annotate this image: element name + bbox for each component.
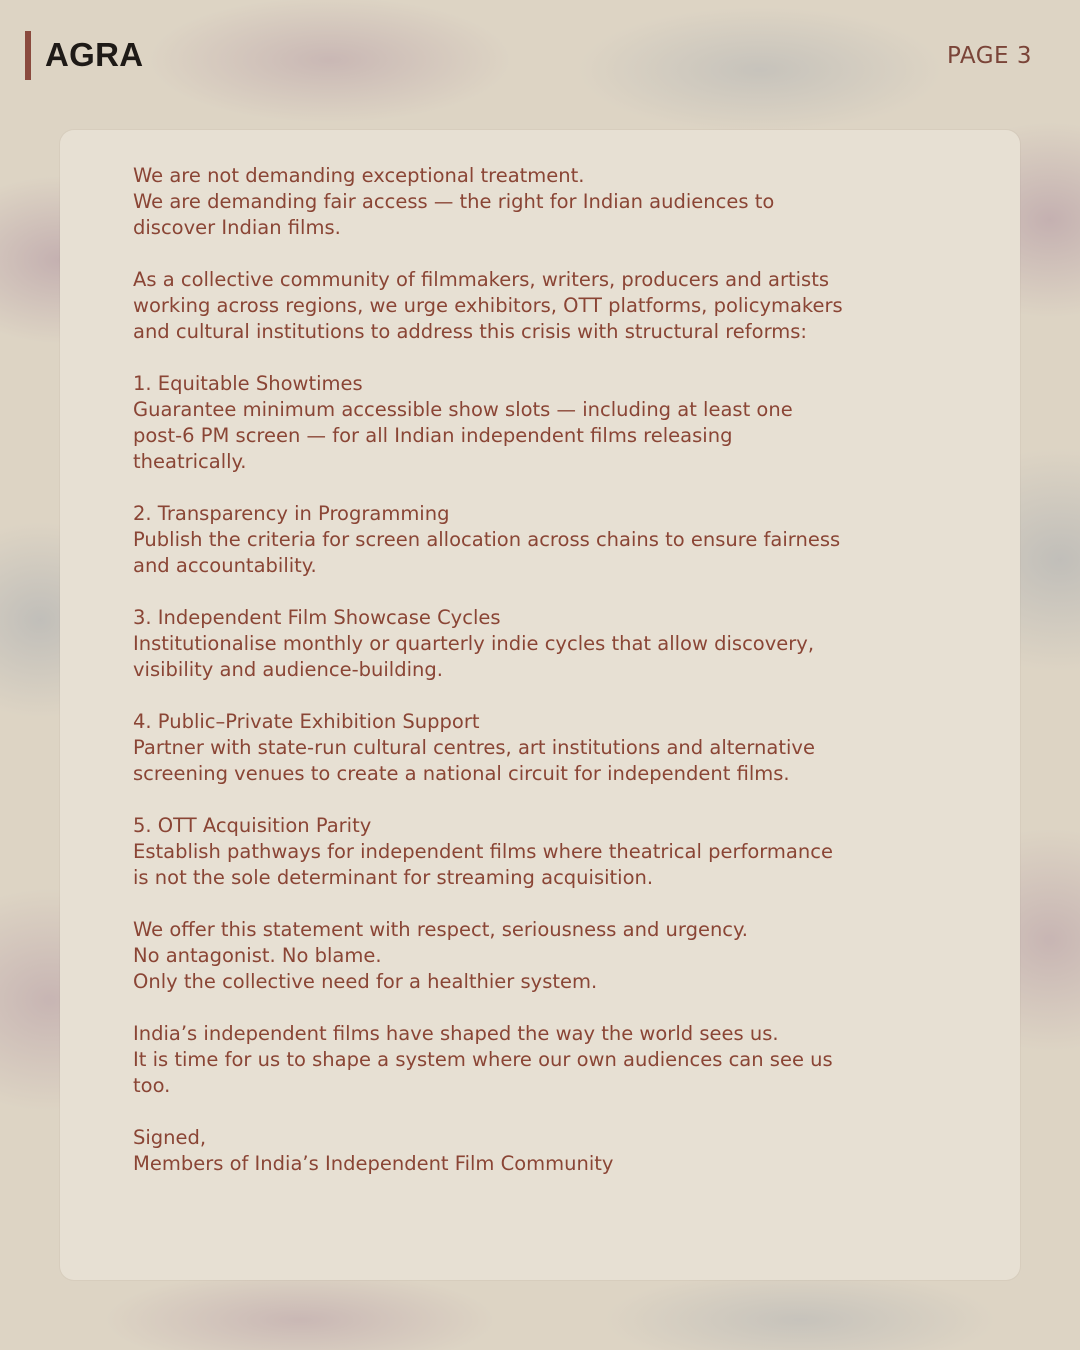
paragraph-intro bbox=[133, 163, 933, 241]
letter-line: is not the sole determinant for streaming acquisition. bbox=[133, 866, 654, 889]
letter-body bbox=[133, 163, 933, 1203]
letter-line: India’s independent films have shaped the way the world sees us. bbox=[133, 1022, 779, 1045]
reform-heading: 4. Public–Private Exhibition Support bbox=[133, 710, 480, 733]
reform-item-2 bbox=[133, 501, 933, 579]
letter-line: As a collective community of filmmakers, writers, producers and artists bbox=[133, 268, 830, 291]
reform-heading: 2. Transparency in Programming bbox=[133, 502, 450, 525]
signature-label: Signed, bbox=[133, 1126, 207, 1149]
letter-line: too. bbox=[133, 1074, 171, 1097]
brand-title: AGRA bbox=[45, 36, 144, 73]
reform-item-3 bbox=[133, 605, 933, 683]
header-accent-bar bbox=[25, 31, 31, 80]
reform-heading: 1. Equitable Showtimes bbox=[133, 372, 363, 395]
letter-line: It is time for us to shape a system where our own audiences can see us bbox=[133, 1048, 833, 1071]
letter-line: No antagonist. No blame. bbox=[133, 944, 382, 967]
signatory: Members of India’s Independent Film Community bbox=[133, 1152, 614, 1175]
paragraph-closing bbox=[133, 1021, 933, 1099]
reform-heading: 5. OTT Acquisition Parity bbox=[133, 814, 372, 837]
letter-line: post-6 PM screen — for all Indian independent films releasing bbox=[133, 424, 733, 447]
letter-line: We offer this statement with respect, seriousness and urgency. bbox=[133, 918, 748, 941]
letter-line: working across regions, we urge exhibitors, OTT platforms, policymakers bbox=[133, 294, 843, 317]
letter-line: discover Indian films. bbox=[133, 216, 341, 239]
letter-line: and accountability. bbox=[133, 554, 317, 577]
reform-item-4 bbox=[133, 709, 933, 787]
letter-line: theatrically. bbox=[133, 450, 247, 473]
letter-line: Guarantee minimum accessible show slots — including at least one bbox=[133, 398, 793, 421]
letter-line: Publish the criteria for screen allocation across chains to ensure fairness bbox=[133, 528, 841, 551]
letter-line: We are not demanding exceptional treatment. bbox=[133, 164, 585, 187]
letter-line: screening venues to create a national circuit for independent films. bbox=[133, 762, 790, 785]
letter-line: Institutionalise monthly or quarterly indie cycles that allow discovery, bbox=[133, 632, 815, 655]
reform-item-5 bbox=[133, 813, 933, 891]
letter-line: Only the collective need for a healthier system. bbox=[133, 970, 598, 993]
reform-item-1 bbox=[133, 371, 933, 475]
signature-block bbox=[133, 1125, 933, 1177]
page-number-label: PAGE 3 bbox=[946, 43, 1032, 69]
letter-line: and cultural institutions to address this crisis with structural reforms: bbox=[133, 320, 807, 343]
letter-line: visibility and audience-building. bbox=[133, 658, 443, 681]
letter-line: Partner with state-run cultural centres, art institutions and alternative bbox=[133, 736, 815, 759]
letter-line: Establish pathways for independent films where theatrical performance bbox=[133, 840, 833, 863]
paragraph-statement bbox=[133, 917, 933, 995]
reform-heading: 3. Independent Film Showcase Cycles bbox=[133, 606, 501, 629]
paragraph-appeal bbox=[133, 267, 933, 345]
letter-line: We are demanding fair access — the right for Indian audiences to bbox=[133, 190, 775, 213]
